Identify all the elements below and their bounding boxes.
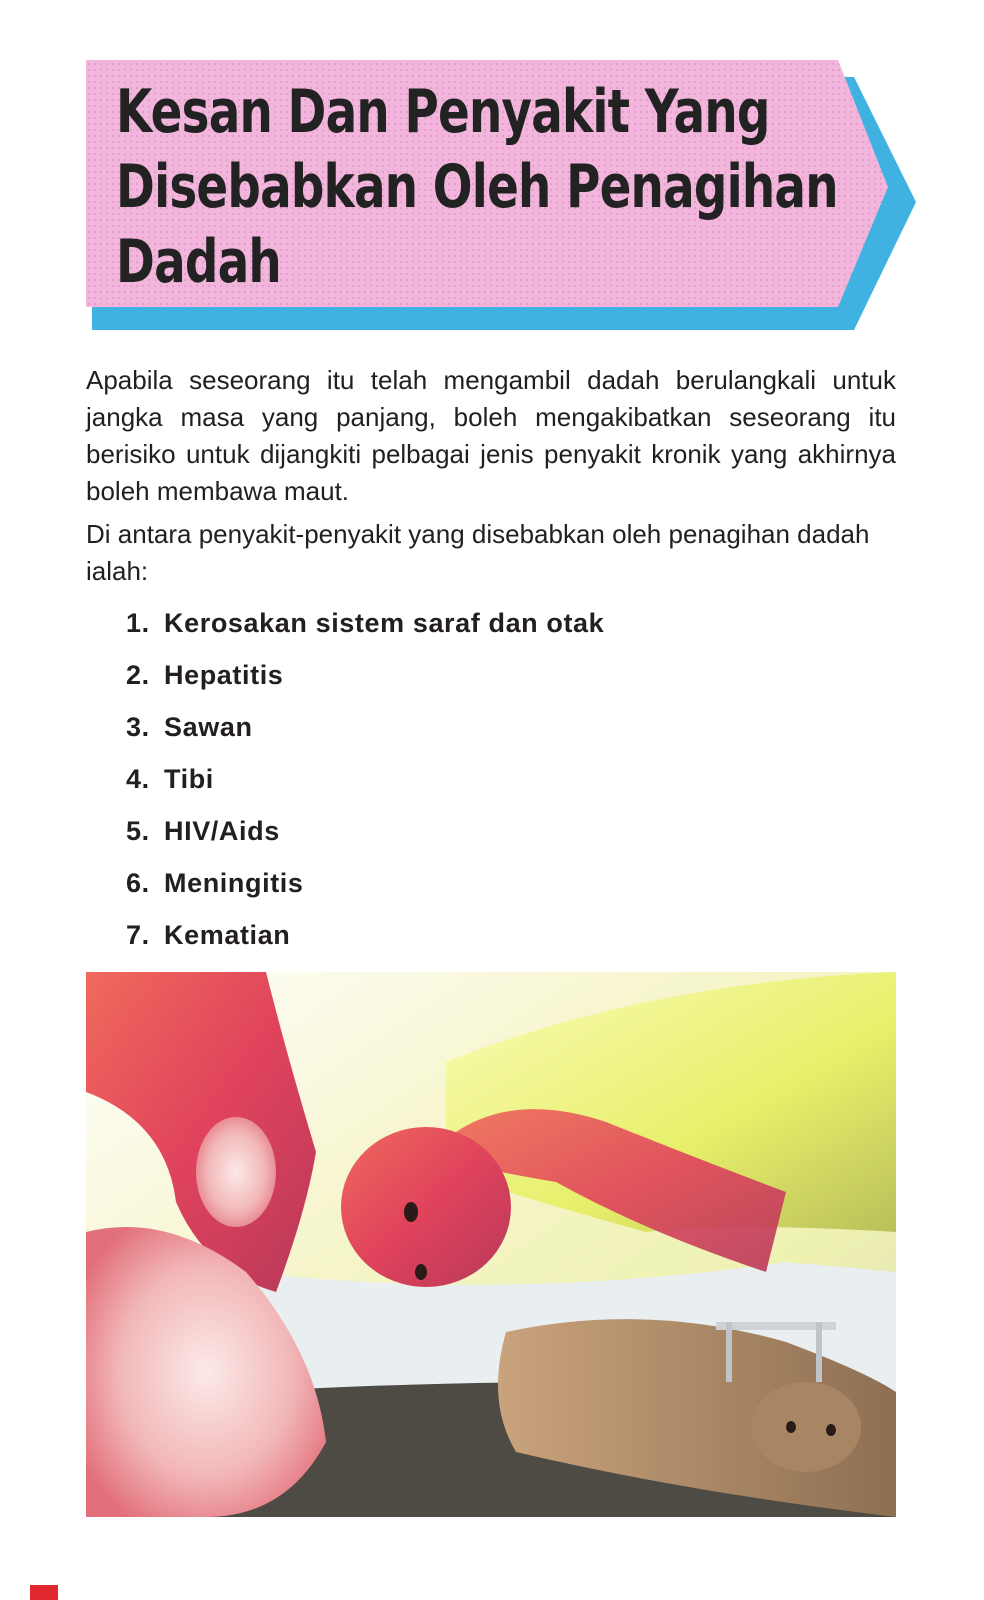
disease-list: [126, 600, 604, 964]
list-item: [126, 860, 604, 912]
list-text: Meningitis: [164, 868, 304, 898]
list-intro-paragraph: Di antara penyakit-penyakit yang disebabkan oleh penagihan dadah ialah:: [86, 519, 870, 586]
list-number: 6.: [126, 868, 150, 898]
title-line-3: Dadah: [116, 227, 281, 297]
list-item: [126, 652, 604, 704]
list-number: 3.: [126, 712, 150, 742]
list-number: 4.: [126, 764, 150, 794]
page-corner-mark: [30, 1585, 58, 1600]
list-number: 2.: [126, 660, 150, 690]
list-text: HIV/Aids: [164, 816, 280, 846]
list-item: [126, 912, 604, 964]
list-number: 1.: [126, 608, 150, 638]
list-item: [126, 704, 604, 756]
list-text: Kematian: [164, 920, 291, 950]
list-number: 7.: [126, 920, 150, 950]
intro-paragraph: Apabila seseorang itu telah mengambil dadah berulangkali untuk jangka masa yang panjang, boleh mengakibatkan seseorang itu berisiko untuk dijangkiti pelbagai jenis penyakit kronik yang akhirnya boleh membawa maut.: [86, 365, 896, 506]
list-item: [126, 808, 604, 860]
list-text: Tibi: [164, 764, 214, 794]
list-text: Sawan: [164, 712, 253, 742]
list-text: Hepatitis: [164, 660, 284, 690]
list-item: [126, 756, 604, 808]
title-line-2: Disebabkan Oleh Penagihan: [116, 152, 838, 222]
photo-illustration: [86, 972, 896, 1517]
page-title: [116, 75, 838, 300]
title-banner: [86, 55, 916, 340]
list-item: [126, 600, 604, 652]
patients-photo-collage: [86, 972, 896, 1517]
list-text: Kerosakan sistem saraf dan otak: [164, 608, 605, 638]
list-number: 5.: [126, 816, 150, 846]
title-line-1: Kesan Dan Penyakit Yang: [116, 77, 770, 147]
